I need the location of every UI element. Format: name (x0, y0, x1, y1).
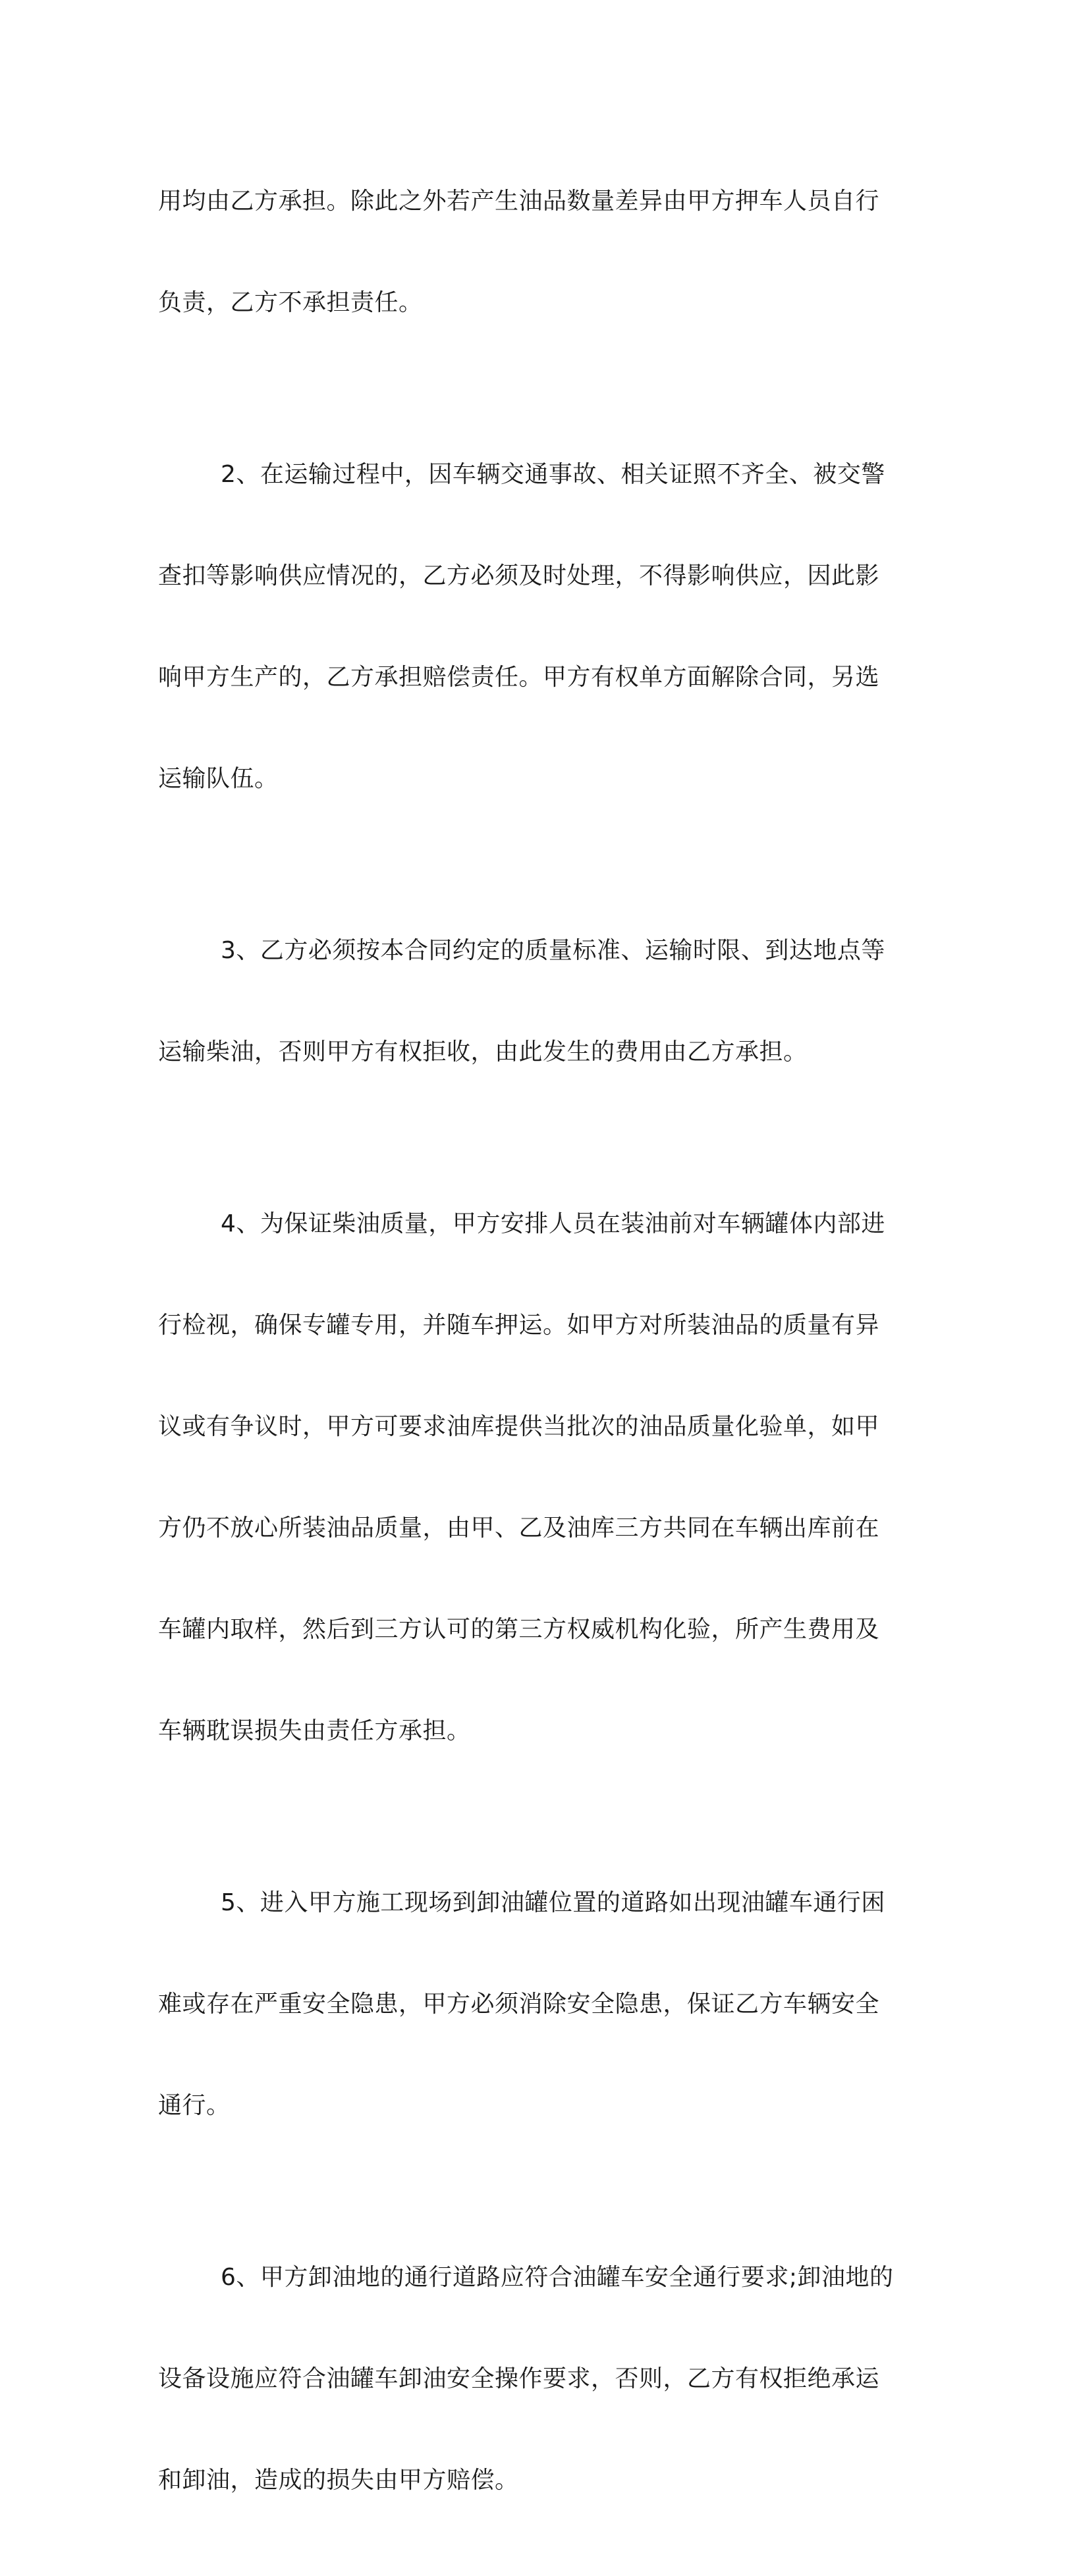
paragraph-3 (158, 874, 902, 1128)
text-line: 3、乙方必须按本合同约定的质量标准、运输时限、到达地点等 (221, 937, 885, 964)
text-line: 4、为保证柴油质量，甲方安排人员在装油前对车辆罐体内部进 (221, 1210, 885, 1237)
text-line: 运输队伍。 (158, 765, 279, 792)
paragraph-6 (158, 2201, 902, 2556)
document-body (158, 125, 902, 2576)
text-line: 2、在运输过程中，因车辆交通事故、相关证照不齐全、被交警 (221, 461, 885, 488)
text-line: 难或存在严重安全隐患，甲方必须消除安全隐患，保证乙方车辆安全 (158, 1991, 880, 2018)
text-line: 车辆耽误损失由责任方承担。 (158, 1717, 471, 1744)
paragraph-1 (158, 125, 902, 379)
text-line: 行检视，确保专罐专用，并随车押运。如甲方对所装油品的质量有异 (158, 1312, 880, 1339)
paragraph-4 (158, 1148, 902, 1807)
text-line: 负责，乙方不承担责任。 (158, 289, 423, 316)
text-line: 6、甲方卸油地的通行道路应符合油罐车安全通行要求;卸油地的 (221, 2264, 894, 2291)
text-line: 5、进入甲方施工现场到卸油罐位置的道路如出现油罐车通行困 (221, 1889, 885, 1916)
text-line: 议或有争议时，甲方可要求油库提供当批次的油品质量化验单，如甲 (158, 1413, 880, 1440)
text-line: 查扣等影响供应情况的，乙方必须及时处理，不得影响供应，因此影 (158, 562, 880, 589)
text-line: 和卸油，造成的损失由甲方赔偿。 (158, 2467, 519, 2494)
text-line: 设备设施应符合油罐车卸油安全操作要求，否则，乙方有权拒绝承运 (158, 2365, 880, 2392)
paragraph-2 (158, 398, 902, 855)
text-line: 响甲方生产的，乙方承担赔偿责任。甲方有权单方面解除合同，另选 (158, 664, 880, 691)
text-line: 方仍不放心所装油品质量，由甲、乙及油库三方共同在车辆出库前在 (158, 1515, 880, 1542)
paragraph-5 (158, 1827, 902, 2182)
text-line: 用均由乙方承担。除此之外若产生油品数量差异由甲方押车人员自行 (158, 188, 880, 215)
text-line: 通行。 (158, 2092, 231, 2119)
text-line: 车罐内取样，然后到三方认可的第三方权威机构化验，所产生费用及 (158, 1616, 880, 1643)
text-line: 运输柴油，否则甲方有权拒收，由此发生的费用由乙方承担。 (158, 1038, 808, 1065)
